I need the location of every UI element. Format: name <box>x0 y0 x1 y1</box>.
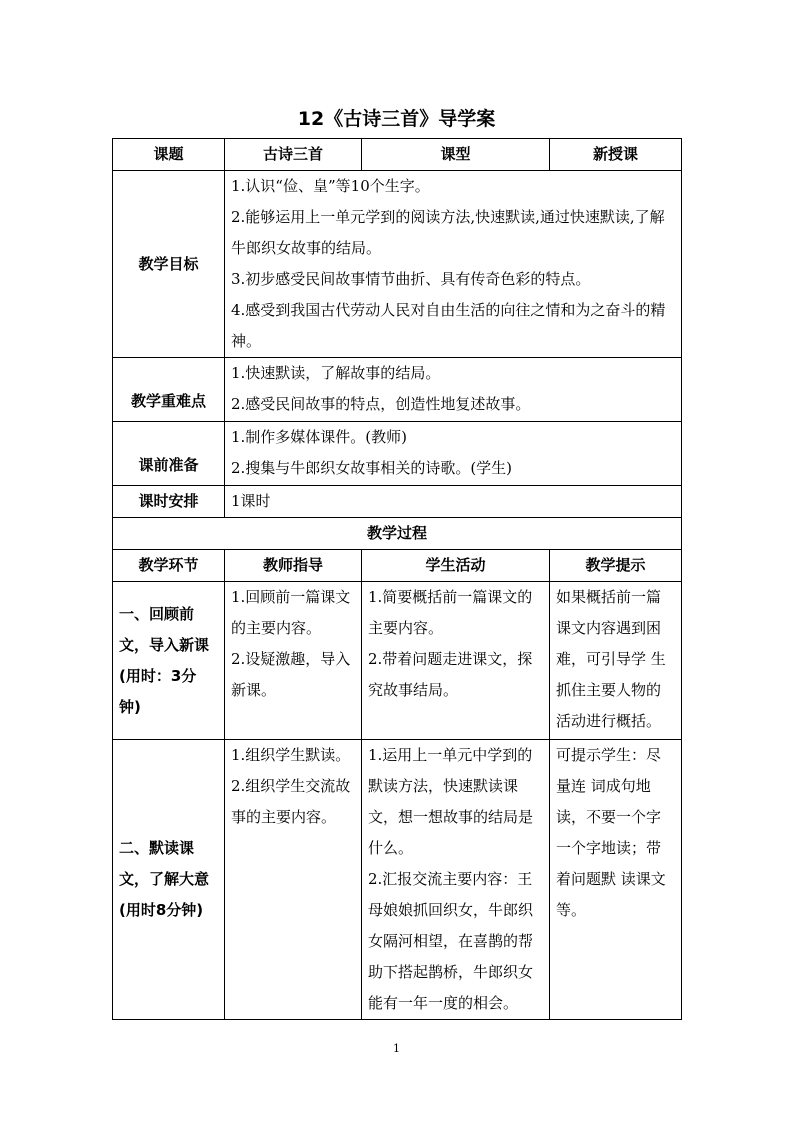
student-item: 1.简要概括前一篇课文的主要内容。 <box>368 588 533 637</box>
key-label: 教学重难点 <box>113 358 225 422</box>
prep-item: 2.搜集与牛郎织女故事相关的诗歌。(学生) <box>231 459 513 477</box>
stage-2: 二、默读课文，了解大意(用时8分钟) <box>113 740 225 1020</box>
stage-1: 一、回顾前文，导入新课(用时：3分钟) <box>113 582 225 740</box>
key-item: 1.快速默读，了解故事的结局。 <box>231 364 441 382</box>
teacher-item: 2.组织学生交流故事的主要内容。 <box>231 777 351 826</box>
prep-label: 课前准备 <box>113 422 225 486</box>
goals-label: 教学目标 <box>113 171 225 358</box>
process-title: 教学过程 <box>113 518 682 550</box>
goal-item: 1.认识“俭、皇”等10个生字。 <box>231 177 430 195</box>
goals-content <box>225 171 682 358</box>
tip-1: 如果概括前一篇课文内容遇到困难，可引导学 生抓住主要人物的活动进行概括。 <box>550 582 682 740</box>
page-title: 12《古诗三首》导学案 <box>297 108 496 130</box>
student-2 <box>362 740 550 1020</box>
header-topic-label: 课题 <box>113 139 225 171</box>
col-stage: 教学环节 <box>113 550 225 582</box>
student-item: 2.带着问题走进课文，探究故事结局。 <box>368 650 533 699</box>
col-tip: 教学提示 <box>550 550 682 582</box>
page-number: 1 <box>393 1042 400 1055</box>
student-item: 2.汇报交流主要内容：王母娘娘抓回织女，牛郎织女隔河相望，在喜鹊的帮助下搭起鹊桥，牛郎织女能有一年一度的相会。 <box>368 870 534 1012</box>
col-student: 学生活动 <box>362 550 550 582</box>
key-content <box>225 358 682 422</box>
schedule-label: 课时安排 <box>113 486 225 518</box>
header-topic-value: 古诗三首 <box>225 139 362 171</box>
student-1 <box>362 582 550 740</box>
teacher-item: 2.设疑激趣，导入新课。 <box>231 650 351 699</box>
header-type-label: 课型 <box>362 139 550 171</box>
lesson-plan-table <box>112 138 682 1020</box>
key-item: 2.感受民间故事的特点，创造性地复述故事。 <box>231 395 531 413</box>
col-teacher: 教师指导 <box>225 550 362 582</box>
teacher-2 <box>225 740 362 1020</box>
goal-item: 4.感受到我国古代劳动人民对自由生活的向往之情和为之奋斗的精神。 <box>231 301 666 350</box>
teacher-1 <box>225 582 362 740</box>
prep-item: 1.制作多媒体课件。(教师) <box>231 428 408 446</box>
tip-2: 可提示学生：尽量连 词成句地读，不要一个字一个字地读；带着问题默 读课文等。 <box>550 740 682 1020</box>
goal-item: 3.初步感受民间故事情节曲折、具有传奇色彩的特点。 <box>231 270 591 288</box>
teacher-item: 1.组织学生默读。 <box>231 746 351 764</box>
header-type-value: 新授课 <box>550 139 682 171</box>
student-item: 1.运用上一单元中学到的默读方法，快速默读课文，想一想故事的结局是什么。 <box>368 746 534 857</box>
goal-item: 2.能够运用上一单元学到的阅读方法,快速默读,通过快速默读,了解牛郎织女故事的结局。 <box>231 208 665 257</box>
schedule-value: 1课时 <box>225 486 682 518</box>
teacher-item: 1.回顾前一篇课文的主要内容。 <box>231 588 351 637</box>
prep-content <box>225 422 682 486</box>
